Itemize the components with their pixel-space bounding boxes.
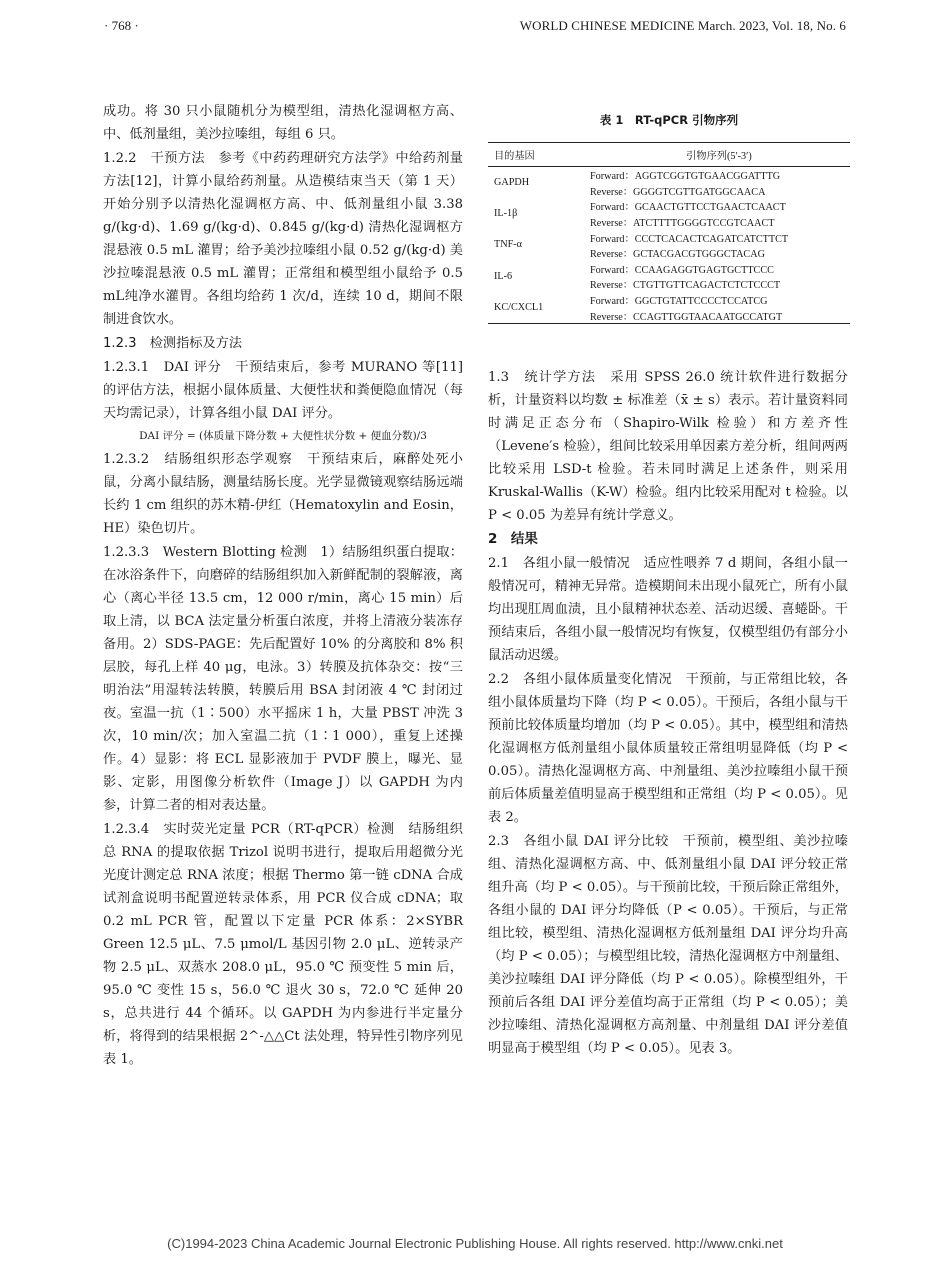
table-row	[488, 261, 850, 277]
table-header-row	[488, 143, 850, 167]
page-number: · 768 ·	[104, 18, 139, 33]
sequence-cell: Forward：AGGTCGGTGTGAACGGATTTG	[590, 171, 781, 183]
gene-cell: IL-1β	[494, 208, 518, 220]
table-row	[488, 167, 850, 183]
column-header: 目的基因	[494, 151, 535, 162]
sequence-cell: Reverse：GGGGTCGTTGATGGCAACA	[590, 186, 766, 198]
gene-cell: KC/CXCL1	[494, 301, 544, 313]
sequence-cell: Reverse：CTGTTGTTCAGACTCTCTCCCT	[590, 280, 781, 292]
gene-cell: IL-6	[494, 270, 513, 282]
table	[488, 142, 850, 324]
gene-cell: TNF-α	[494, 239, 522, 251]
paragraph: 2.3 各组小鼠 DAI 评分比较 干预前，模型组、美沙拉嗪组、清热化湿调枢方高、中、低剂量组小鼠 DAI 评分较正常组升高（均 P < 0.05）。与干预前比较，干预后除正常组外，各组小鼠的 DAI 评分均降低（P < 0.05）。干预后，与正常组比较，模型组、清热化湿调枢方低剂量组 DAI 评分均升高（均 P < 0.05）；与模型组比较，清热化湿调枢方中剂量组、美沙拉嗪组 DAI 评分降低（均 P < 0.05）。除模型组外，干预前后各组 DAI 评分差值均高于正常组（均 P < 0.05）；美沙拉嗪组、清热化湿调枢方高剂量、中剂量组 DAI 评分差值明显高于模型组（均 P < 0.05）。见表 3。	[488, 834, 848, 1056]
subsection-heading: 1.2.3 检测指标及方法	[103, 336, 243, 351]
paragraph: 1.2.3.4 实时荧光定量 PCR（RT-qPCR）检测 结肠组织总 RNA 的提取依据 Trizol 说明书进行，提取后用超微分光光度计测定总 RNA 浓度；根据 Thermo 第一链 cDNA 合成试剂盒说明书配置逆转录体系，用 PCR 仪合成 cDNA；取 0.2 mL PCR 管，配置以下定量 PCR 体系：2×SYBR Green 12.5 μL、7.5 μmol/L 基因引物 2.0 μL、逆转录产物 2.5 μL、双蒸水 208.0 μL，95.0 ℃ 预变性 5 min 后，95.0 ℃ 变性 15 s，56.0 ℃ 退火 30 s，72.0 ℃ 延伸 20 s，总共进行 44 个循环。以 GAPDH 为内参进行半定量分析，将得到的结果根据 2^-△△Ct 法处理，特异性引物序列见表 1。	[103, 822, 463, 1067]
paragraph: 2.1 各组小鼠一般情况 适应性喂养 7 d 期间，各组小鼠一般情况可，精神无异常。造模期间未出现小鼠死亡，所有小鼠均出现肛周血渍，且小鼠精神状态差、活动迟缓、喜蜷卧。干预结束后，各组小鼠一般情况均有恢复，仅模型组仍有部分小鼠活动迟缓。	[488, 556, 848, 663]
right-column	[488, 366, 848, 1061]
table-row	[488, 292, 850, 308]
sequence-cell: Forward：CCAAGAGGTGAGTGCTTCCC	[590, 264, 774, 276]
table-row	[488, 229, 850, 245]
sequence-cell: Reverse：CCAGTTGGTAACAATGCCATGT	[590, 311, 783, 323]
sequence-cell: Reverse：ATCTTTTGGGGTCCGTCAACT	[590, 218, 775, 230]
primer-table	[488, 112, 850, 324]
column-header: 引物序列(5′-3′)	[686, 151, 752, 162]
paragraph: 1.2.2 干预方法 参考《中药药理研究方法学》中给药剂量方法[12]，计算小鼠给药剂量。从造模结束当天（第 1 天）开始分别予以清热化湿调枢方高、中、低剂量组小鼠 3.38 g/(kg·d)、1.69 g/(kg·d)、0.845 g/(kg·d) 清热化湿调枢方混悬液 0.5 mL 灌胃；给予美沙拉嗪组小鼠 0.52 g/(kg·d) 美沙拉嗪混悬液 0.5 mL 灌胃；正常组和模型组小鼠给予 0.5 mL纯净水灌胃。各组均给药 1 次/d，连续 10 d，期间不限制进食饮水。	[103, 151, 463, 327]
paragraph: 1.2.3.1 DAI 评分 干预结束后，参考 MURANO 等[11] 的评估方法，根据小鼠体质量、大便性状和粪便隐血情况（每天均需记录），计算各组小鼠 DAI 评分。	[103, 360, 463, 421]
table-title: 表 1 RT-qPCR 引物序列	[599, 113, 739, 127]
paragraph: 1.3 统计学方法 采用 SPSS 26.0 统计软件进行数据分析，计量资料以均数 ± 标准差（x̄ ± s）表示。若计量资料同时满足正态分布（Shapiro-Wilk 检验）和方差齐性（Levene′s 检验），组间比较采用单因素方差分析，组间两两比较采用 LSD-t 检验。若未同时满足上述条件，则采用 Kruskal-Wallis（K-W）检验。组内比较采用配对 t 检验。以 P < 0.05 为差异有统计学意义。	[488, 370, 848, 523]
gene-cell: GAPDH	[494, 177, 530, 189]
table-row	[488, 198, 850, 214]
dai-formula: DAI 评分 = (体质量下降分数 + 大便性状分数 + 便血分数)/3	[139, 430, 427, 442]
left-column	[103, 100, 463, 1072]
paragraph: 1.2.3.2 结肠组织形态学观察 干预结束后，麻醉处死小鼠，分离小鼠结肠，测量结肠长度。光学显微镜观察结肠远端长约 1 cm 组织的苏木精-伊红（Hematoxylin and Eosin，HE）染色切片。	[103, 452, 463, 536]
copyright-footer: (C)1994-2023 China Academic Journal Electronic Publishing House. All rights reserved. http://www.cnki.net	[167, 1236, 783, 1251]
paragraph: 2.2 各组小鼠体质量变化情况 干预前，与正常组比较，各组小鼠体质量均下降（均 P < 0.05）。干预后，各组小鼠与干预前比较体质量均增加（均 P < 0.05）。其中，模型组和清热化湿调枢方低剂量组小鼠体质量较正常组明显降低（均 P < 0.05）。清热化湿调枢方高、中剂量组、美沙拉嗪组小鼠干预前后体质量差值明显高于模型组和正常组（均 P < 0.05）。见表 2。	[488, 672, 848, 825]
paragraph: 1.2.3.3 Western Blotting 检测 1）结肠组织蛋白提取：在冰浴条件下，向磨碎的结肠组织加入新鲜配制的裂解液，离心（离心半径 13.5 cm，12 000 r/min，离心 15 min）后取上清，以 BCA 法定量分析蛋白浓度，并将上清液分装冻存备用。2）SDS-PAGE：先后配置好 10% 的分离胶和 8% 积层胶，每孔上样 40 μg，电泳。3）转膜及抗体杂交：按“三明治法”用湿转法转膜，转膜后用 BSA 封闭液 4 ℃ 封闭过夜。室温一抗（1∶500）水平摇床 1 h，大量 PBST 冲洗 3 次，10 min/次；加入室温二抗（1∶1 000），重复上述操作。4）显影：将 ECL 显影液加于 PVDF 膜上，曝光、显影、定影，用图像分析软件（Image J）以 GAPDH 为内参，计算二者的相对表达量。	[103, 545, 463, 813]
running-header	[104, 14, 846, 36]
sequence-cell: Forward：GGCTGTATTCCCCTCCATCG	[590, 296, 768, 308]
sequence-cell: Forward：CCCTCACACTCAGATCATCTTCT	[590, 233, 789, 245]
sequence-cell: Forward：GCAACTGTTCCTGAACTCAACT	[590, 202, 786, 214]
sequence-cell: Reverse：GCTACGACGTGGGCTACAG	[590, 249, 765, 261]
section-heading: 2 结果	[488, 531, 538, 547]
paragraph: 成功。将 30 只小鼠随机分为模型组，清热化湿调枢方高、中、低剂量组，美沙拉嗪组，每组 6 只。	[103, 104, 463, 142]
journal-title: WORLD CHINESE MEDICINE March. 2023, Vol. 18, No. 6	[519, 18, 846, 33]
